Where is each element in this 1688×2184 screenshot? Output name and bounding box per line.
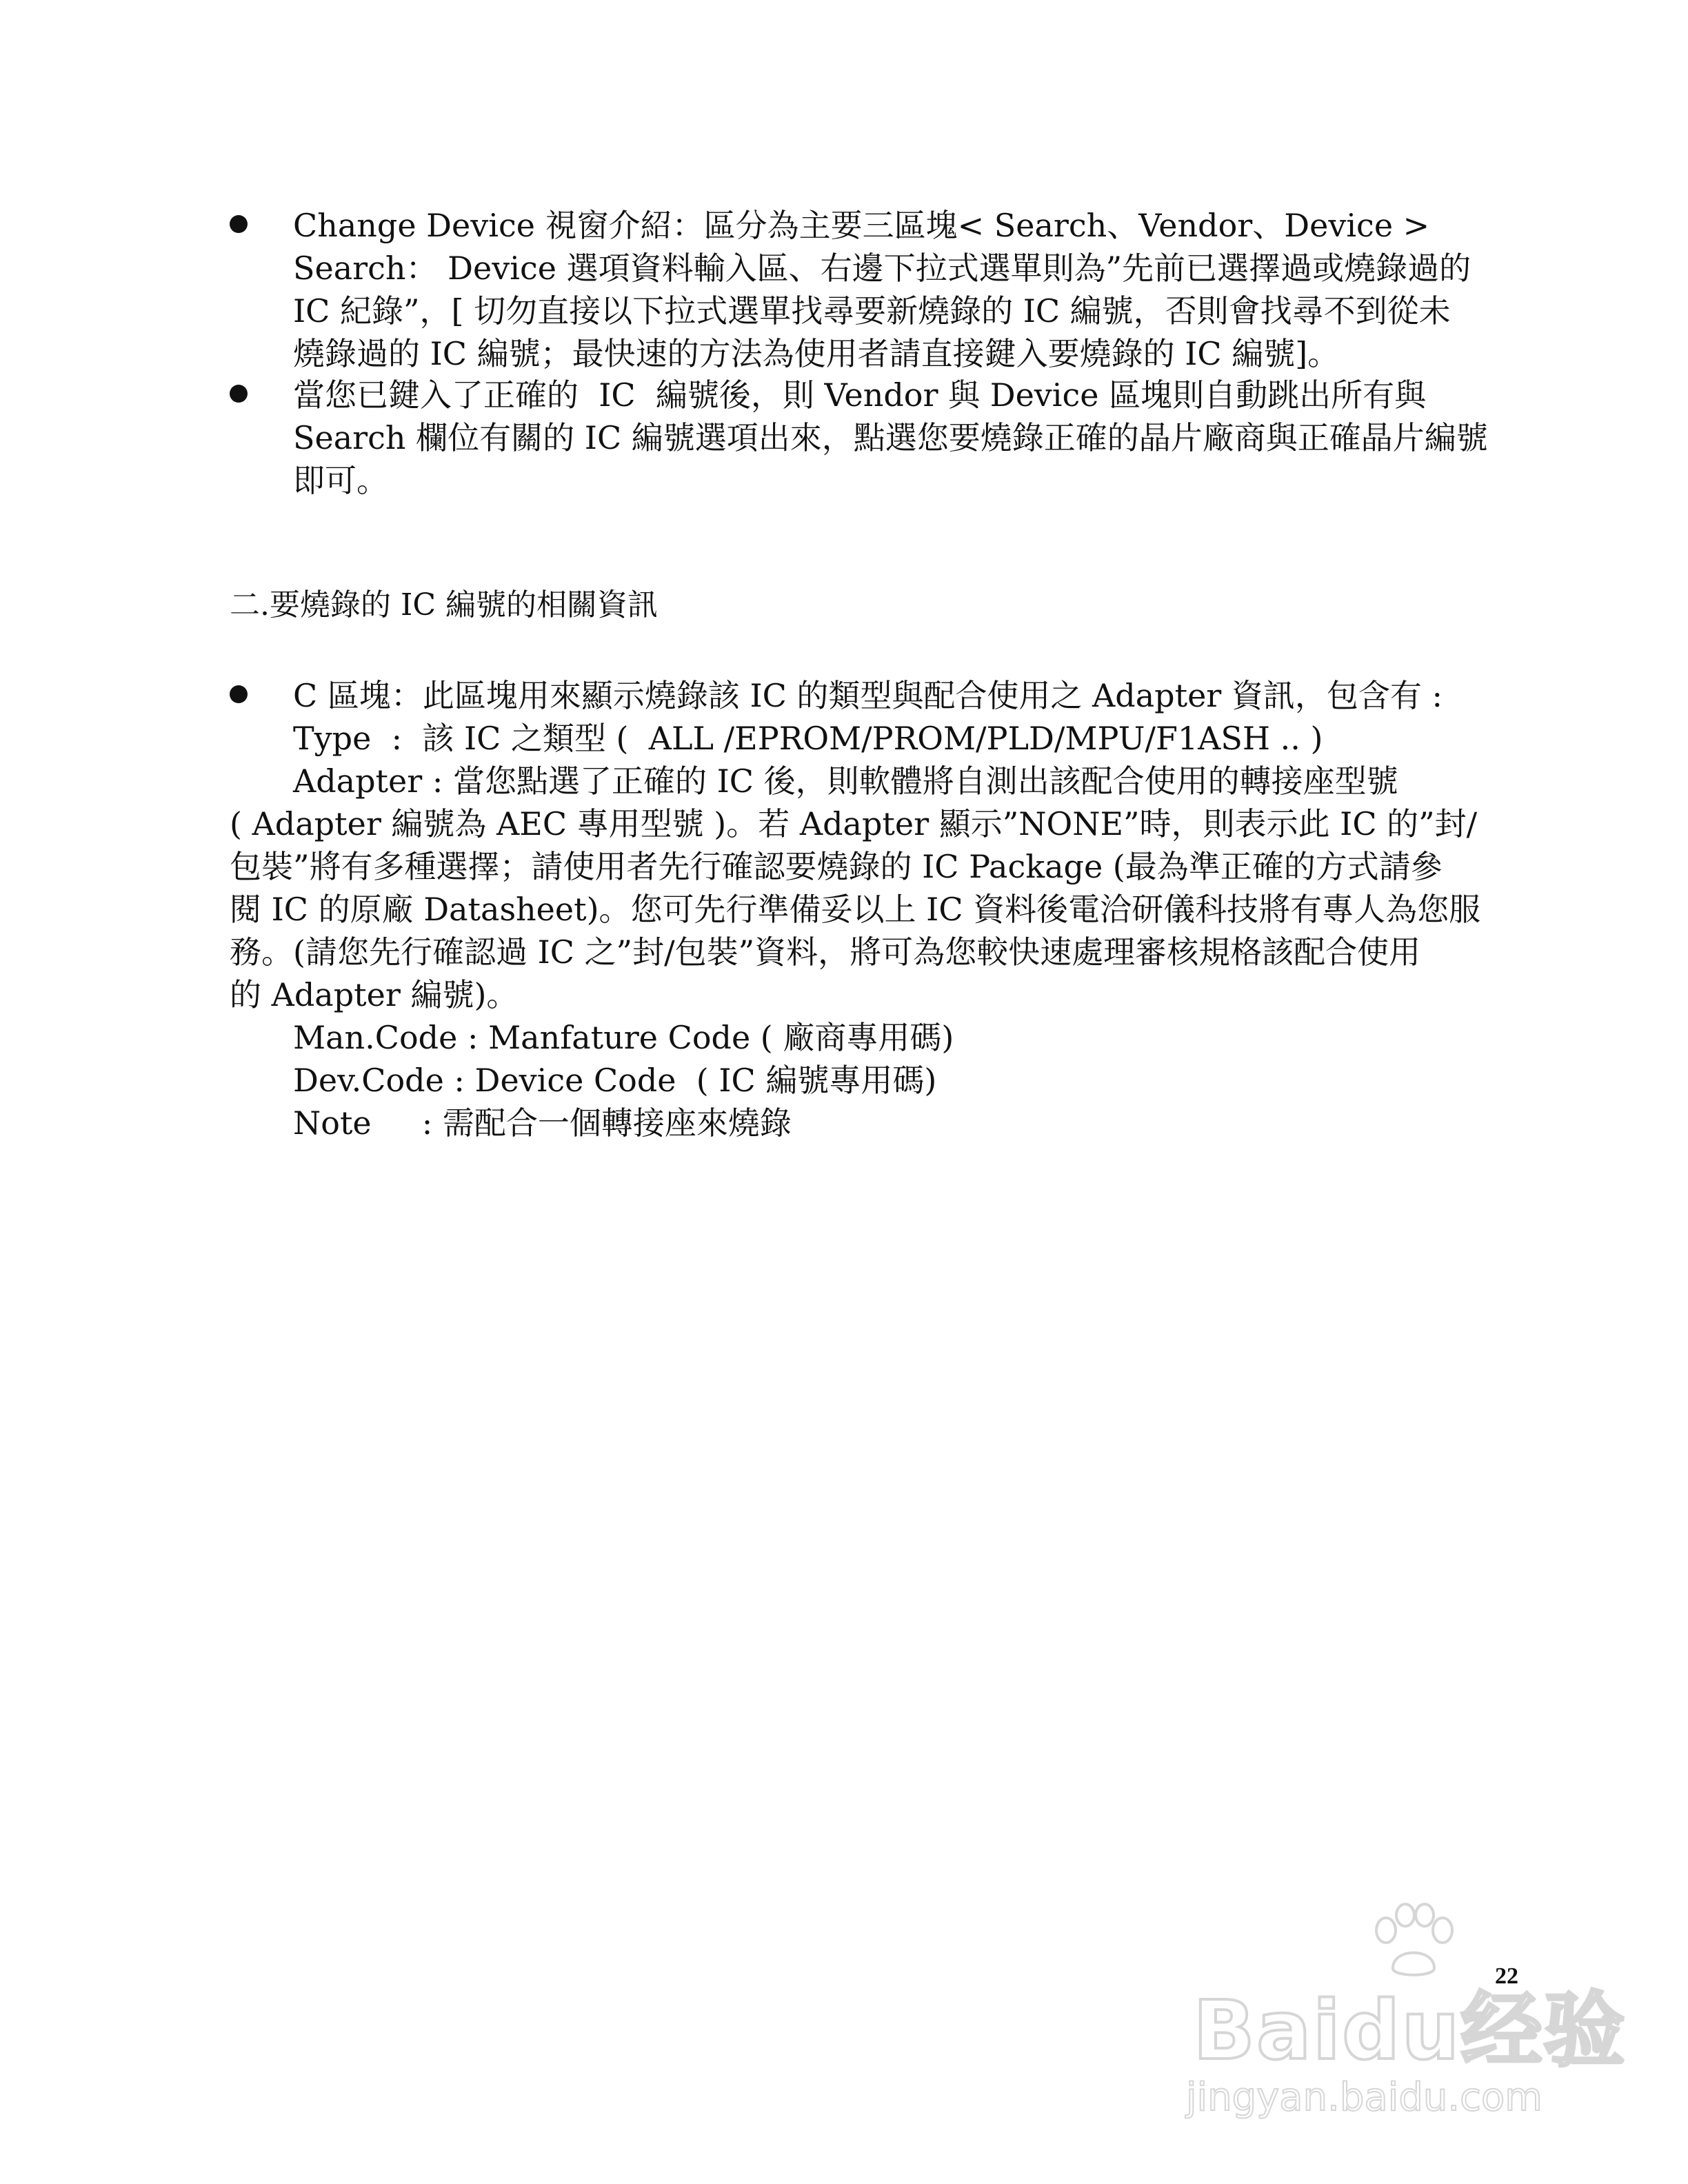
text-line: 包裝”將有多種選擇；請使用者先行確認要燒錄的 IC Package (最為準正確的方式請參 — [230, 848, 1443, 885]
text-line: Search： Device 選項資料輸入區、右邊下拉式選單則為”先前已選擇過或燒錄過的 — [293, 250, 1471, 287]
text-line: Man.Code : Manfature Code ( 廠商專用碼) — [293, 1019, 954, 1056]
text-line: 燒錄過的 IC 編號；最快速的方法為使用者請直接鍵入要燒錄的 IC 編號]。 — [293, 335, 1340, 372]
text-line: ( Adapter 編號為 AEC 專用型號 )。若 Adapter 顯示”NONE”時，則表示此 IC 的”封/ — [230, 805, 1478, 842]
page-number: 22 — [1495, 1963, 1518, 1989]
text-line: 的 Adapter 編號)。 — [230, 976, 519, 1013]
text-line: Dev.Code : Device Code ( IC 編號專用碼) — [293, 1062, 937, 1099]
watermark-url: jingyan.baidu.com — [1186, 2075, 1543, 2120]
watermark-logo: Baidu经验 — [1193, 1983, 1627, 2078]
text-line: 務。(請您先行確認過 IC 之”封/包裝”資料，將可為您較快速處理審核規格該配合使用 — [230, 933, 1421, 971]
text-line: IC 紀錄”，[ 切勿直接以下拉式選單找尋要新燒錄的 IC 編號，否則會找尋不到從未 — [293, 292, 1451, 330]
text-line: 當您已鍵入了正確的 IC 編號後，則 Vendor 與 Device 區塊則自動跳出所有與 — [293, 376, 1427, 414]
text-line: 閱 IC 的原廠 Datasheet)。您可先行準備妥以上 IC 資料後電洽研儀科技將有專人為您服 — [230, 891, 1481, 928]
text-line: C 區塊：此區塊用來顯示燒錄該 IC 的類型與配合使用之 Adapter 資訊，包含有 : — [293, 677, 1443, 714]
text-line: Note : 需配合一個轉接座來燒錄 — [293, 1104, 792, 1142]
bullet-dot — [230, 685, 248, 703]
text-line: Change Device 視窗介紹：區分為主要三區塊< Search、Vendor、Device > — [293, 207, 1430, 244]
text-line: 即可。 — [293, 462, 388, 499]
bullet-dot — [230, 385, 248, 403]
bullet-dot — [230, 215, 248, 233]
baidu-watermark — [1172, 1903, 1627, 2151]
text-line: Search 欄位有關的 IC 編號選項出來，點選您要燒錄正確的晶片廠商與正確晶片編號 — [293, 419, 1488, 456]
text-line: Adapter : 當您點選了正確的 IC 後，則軟體將自測出該配合使用的轉接座型號 — [293, 762, 1398, 800]
text-line: Type : 該 IC 之類型 ( ALL /EPROM/PROM/PLD/MPU/F1ASH .. ) — [293, 720, 1323, 757]
section-heading: 二.要燒錄的 IC 編號的相關資訊 — [230, 587, 659, 623]
